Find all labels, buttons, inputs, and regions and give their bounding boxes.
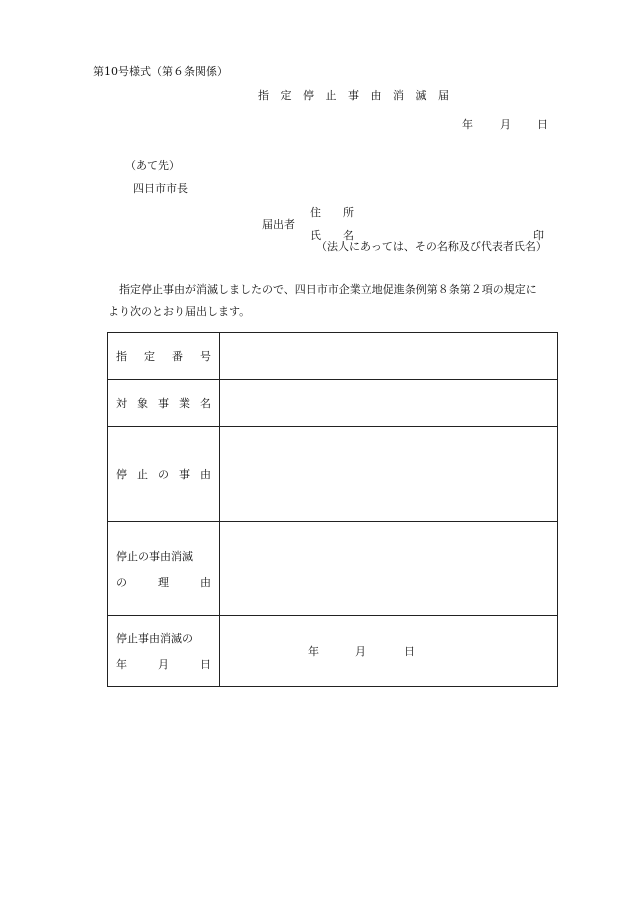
label-extinction-reason: [108, 522, 220, 616]
label-char: 対: [116, 397, 127, 410]
recipient-label: （あて先）: [125, 159, 180, 172]
label-char: の: [116, 575, 127, 589]
business-name-field[interactable]: [220, 380, 558, 427]
label-char: 定: [144, 350, 155, 363]
extinction-year: 年: [308, 645, 319, 658]
date-year: 年: [462, 118, 473, 131]
table-row: [108, 522, 558, 616]
notification-table: [107, 332, 558, 687]
label-char: 日: [200, 658, 211, 671]
corporation-note: （法人にあっては、その名称及び代表者氏名）: [316, 240, 547, 253]
label-line: 停止の事由消滅: [116, 549, 193, 563]
date-day: 日: [537, 118, 548, 131]
label-char: 由: [200, 468, 211, 481]
label-line: 停止事由消滅の: [116, 632, 193, 645]
recipient: 四日市市長: [133, 182, 188, 195]
extinction-day: 日: [404, 645, 415, 658]
extinction-month: 月: [355, 645, 366, 658]
table-row: [108, 333, 558, 380]
label-char: 象: [137, 397, 148, 410]
label-char: 由: [200, 575, 211, 589]
seal-mark: 印: [533, 229, 544, 242]
label-char: 事: [179, 468, 190, 481]
document-title: 指 定 停 止 事 由 消 滅 届: [258, 89, 453, 102]
table-row: [108, 616, 558, 687]
label-char: 号: [200, 350, 211, 363]
label-char: 名: [200, 397, 211, 410]
label-char: 月: [158, 658, 169, 671]
label-char: 止: [137, 468, 148, 481]
suspension-reason-field[interactable]: [220, 427, 558, 522]
date-month: 月: [500, 118, 511, 131]
address-label: 住 所: [310, 206, 354, 219]
submission-date: [462, 119, 548, 130]
table-row: [108, 427, 558, 522]
form-number: 第10号様式（第６条関係）: [93, 65, 228, 78]
label-extinction-date: [108, 616, 220, 687]
table-row: [108, 380, 558, 427]
label-char: 番: [172, 350, 183, 363]
extinction-reason-field[interactable]: [220, 522, 558, 616]
label-char: の: [158, 468, 169, 481]
label-char: 事: [158, 397, 169, 410]
label-char: 年: [116, 658, 127, 671]
label-char: 業: [179, 397, 190, 410]
body-text-line2: より次のとおり届出します。: [108, 305, 251, 318]
label-designation-number: [108, 333, 220, 380]
extinction-date-field[interactable]: [220, 616, 558, 687]
label-char: 指: [116, 350, 127, 363]
label-char: 停: [116, 468, 127, 481]
label-suspension-reason: [108, 427, 220, 522]
body-text-line1: 指定停止事由が消滅しましたので、四日市市企業立地促進条例第８条第２項の規定に: [119, 283, 537, 296]
designation-number-field[interactable]: [220, 333, 558, 380]
label-business-name: [108, 380, 220, 427]
label-char: 理: [158, 575, 169, 589]
notifier-label: 届出者: [262, 218, 295, 231]
name-label: 氏 名: [310, 229, 354, 242]
